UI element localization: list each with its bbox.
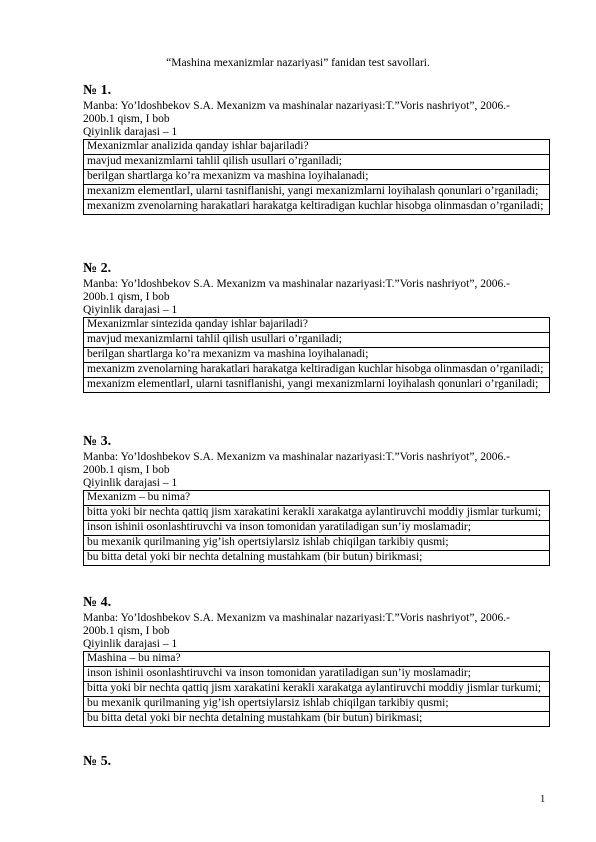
question-3 [83, 434, 550, 566]
table-row [84, 363, 550, 378]
source-line: Manba: Yo’ldoshbekov S.A. Mexanizm va mashinalar nazariyasi:T.”Voris nashriyot”, 2006.- [83, 612, 510, 624]
table-row [84, 521, 550, 536]
source-line-continued: 200b.1 qism, I bob [83, 291, 170, 303]
page-number: 1 [540, 794, 546, 805]
table-row [84, 200, 550, 215]
table-row [84, 506, 550, 521]
table-row [84, 712, 550, 727]
answer-option: bu bitta detal yoki bir nechta detalning mustahkam (bir butun) birikmasi; [84, 551, 550, 566]
table-row [84, 652, 550, 667]
question-number: № 5. [83, 754, 112, 769]
source-line-continued: 200b.1 qism, I bob [83, 625, 170, 637]
question-text: Mexanizmlar analizida qanday ishlar bajariladi? [84, 140, 550, 155]
answer-option: bu mexanik qurilmaning yig’ish opertsiylarsiz ishlab chiqilgan tarkibiy qusmi; [84, 536, 550, 551]
question-number: № 4. [83, 595, 112, 610]
table-row [84, 140, 550, 155]
answer-option: inson ishinii osonlashtiruvchi va inson tomonidan yaratiladigan sun’iy moslamadir; [84, 521, 550, 536]
answer-option: inson ishinii osonlashtiruvchi va inson tomonidan yaratiladigan sun’iy moslamadir; [84, 667, 550, 682]
question-2 [83, 261, 550, 393]
answer-table [83, 139, 550, 215]
answer-option: bu bitta detal yoki bir nechta detalning mustahkam (bir butun) birikmasi; [84, 712, 550, 727]
difficulty-label: Qiyinlik darajasi – 1 [83, 304, 178, 316]
answer-table [83, 490, 550, 566]
source-line-continued: 200b.1 qism, I bob [83, 113, 170, 125]
table-row [84, 551, 550, 566]
source-line-continued: 200b.1 qism, I bob [83, 464, 170, 476]
table-row [84, 682, 550, 697]
answer-option: bitta yoki bir nechta qattiq jism xarakatini kerakli xarakatga aylantiruvchi moddiy jismlar turkumi; [84, 506, 550, 521]
difficulty-label: Qiyinlik darajasi – 1 [83, 638, 178, 650]
source-line: Manba: Yo’ldoshbekov S.A. Mexanizm va mashinalar nazariyasi:T.”Voris nashriyot”, 2006.- [83, 278, 510, 290]
answer-option: mexanizm zvenolarning harakatlari harakatga keltiradigan kuchlar hisobga olinmasdan o’rganiladi; [84, 363, 550, 378]
source-line: Manba: Yo’ldoshbekov S.A. Mexanizm va mashinalar nazariyasi:T.”Voris nashriyot”, 2006.- [83, 451, 510, 463]
question-1 [83, 83, 550, 215]
table-row [84, 378, 550, 393]
table-row [84, 170, 550, 185]
answer-option: mexanizm zvenolarning harakatlari harakatga keltiradigan kuchlar hisobga olinmasdan o’rganiladi; [84, 200, 550, 215]
table-row [84, 318, 550, 333]
answer-table [83, 651, 550, 727]
table-row [84, 333, 550, 348]
table-row [84, 697, 550, 712]
table-row [84, 348, 550, 363]
answer-option: mavjud mexanizmlarni tahlil qilish usullari o’rganiladi; [84, 155, 550, 170]
answer-option: bu mexanik qurilmaning yig’ish opertsiylarsiz ishlab chiqilgan tarkibiy qusmi; [84, 697, 550, 712]
page-title: “Mashina mexanizmlar nazariyasi” fanidan test savollari. [166, 57, 430, 69]
question-5 [83, 754, 550, 771]
answer-option: mavjud mexanizmlarni tahlil qilish usullari o’rganiladi; [84, 333, 550, 348]
table-row [84, 667, 550, 682]
table-row [84, 491, 550, 506]
question-text: Mexanizmlar sintezida qanday ishlar bajariladi? [84, 318, 550, 333]
question-text: Mashina – bu nima? [84, 652, 550, 667]
difficulty-label: Qiyinlik darajasi – 1 [83, 126, 178, 138]
answer-option: mexanizm elementlarI, ularni tasniflanishi, yangi mexanizmlarni loyihalash qonunlari o’rganiladi; [84, 185, 550, 200]
table-row [84, 185, 550, 200]
question-text: Mexanizm – bu nima? [84, 491, 550, 506]
table-row [84, 155, 550, 170]
difficulty-label: Qiyinlik darajasi – 1 [83, 477, 178, 489]
answer-option: berilgan shartlarga ko’ra mexanizm va mashina loyihalanadi; [84, 170, 550, 185]
question-4 [83, 595, 550, 727]
question-number: № 1. [83, 83, 112, 98]
question-number: № 2. [83, 261, 112, 276]
table-row [84, 536, 550, 551]
answer-table [83, 317, 550, 393]
answer-option: bitta yoki bir nechta qattiq jism xarakatini kerakli xarakatga aylantiruvchi moddiy jismlar turkumi; [84, 682, 550, 697]
answer-option: mexanizm elementlarI, ularni tasniflanishi, yangi mexanizmlarni loyihalash qonunlari o’rganiladi; [84, 378, 550, 393]
answer-option: berilgan shartlarga ko’ra mexanizm va mashina loyihalanadi; [84, 348, 550, 363]
source-line: Manba: Yo’ldoshbekov S.A. Mexanizm va mashinalar nazariyasi:T.”Voris nashriyot”, 2006.- [83, 100, 510, 112]
question-number: № 3. [83, 434, 112, 449]
